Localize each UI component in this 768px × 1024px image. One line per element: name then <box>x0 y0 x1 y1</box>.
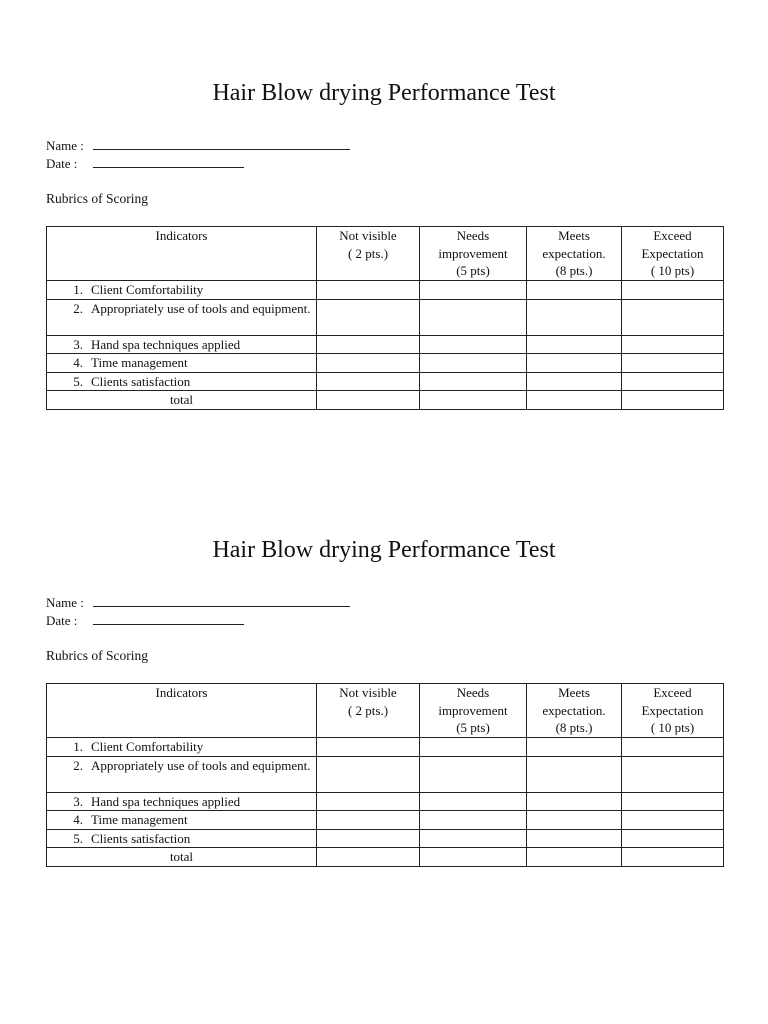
score-cell[interactable] <box>527 299 622 335</box>
rubric-table <box>46 683 724 867</box>
score-cell[interactable] <box>622 299 724 335</box>
score-cell[interactable] <box>317 738 420 757</box>
score-cell[interactable] <box>420 811 527 830</box>
score-cell[interactable] <box>527 829 622 848</box>
total-label: total <box>47 391 317 410</box>
header-meets-expectation: Meets expectation. (8 pts.) <box>527 227 622 281</box>
header-exceed-expectation: Exceed Expectation ( 10 pts) <box>622 227 724 281</box>
table-row <box>47 829 724 848</box>
score-cell[interactable] <box>622 281 724 300</box>
score-cell[interactable] <box>622 848 724 867</box>
table-header-row <box>47 227 724 281</box>
indicator-cell: 3. Hand spa techniques applied <box>47 792 317 811</box>
score-cell[interactable] <box>622 756 724 792</box>
header-exceed-expectation: Exceed Expectation ( 10 pts) <box>622 684 724 738</box>
header-needs-improvement: Needs improvement (5 pts) <box>420 227 527 281</box>
score-cell[interactable] <box>622 391 724 410</box>
indicator-cell: 3. Hand spa techniques applied <box>47 335 317 354</box>
score-cell[interactable] <box>420 756 527 792</box>
header-needs-improvement: Needs improvement (5 pts) <box>420 684 527 738</box>
score-cell[interactable] <box>317 848 420 867</box>
header-indicators: Indicators <box>47 227 317 281</box>
date-field <box>46 155 244 172</box>
date-input-line[interactable] <box>93 612 244 625</box>
total-row <box>47 391 724 410</box>
table-row <box>47 335 724 354</box>
score-cell[interactable] <box>317 829 420 848</box>
score-cell[interactable] <box>420 829 527 848</box>
date-label: Date : <box>46 613 78 628</box>
score-cell[interactable] <box>420 299 527 335</box>
indicator-cell: 2. Appropriately use of tools and equipment. <box>47 756 317 792</box>
score-cell[interactable] <box>622 829 724 848</box>
score-cell[interactable] <box>420 848 527 867</box>
name-input-line[interactable] <box>93 137 350 150</box>
header-meets-expectation: Meets expectation. (8 pts.) <box>527 684 622 738</box>
score-cell[interactable] <box>527 738 622 757</box>
score-cell[interactable] <box>317 811 420 830</box>
score-cell[interactable] <box>420 281 527 300</box>
table-row <box>47 372 724 391</box>
header-not-visible: Not visible ( 2 pts.) <box>317 227 420 281</box>
indicator-cell: 4. Time management <box>47 354 317 373</box>
name-field <box>46 594 350 611</box>
indicator-cell: 1. Client Comfortability <box>47 738 317 757</box>
total-label: total <box>47 848 317 867</box>
header-indicators: Indicators <box>47 684 317 738</box>
score-cell[interactable] <box>527 848 622 867</box>
score-cell[interactable] <box>622 738 724 757</box>
score-cell[interactable] <box>622 372 724 391</box>
score-cell[interactable] <box>420 391 527 410</box>
score-cell[interactable] <box>527 372 622 391</box>
date-label: Date : <box>46 156 78 171</box>
score-cell[interactable] <box>527 281 622 300</box>
score-cell[interactable] <box>527 335 622 354</box>
score-cell[interactable] <box>622 811 724 830</box>
table-header-row <box>47 684 724 738</box>
score-cell[interactable] <box>317 756 420 792</box>
score-cell[interactable] <box>527 792 622 811</box>
score-cell[interactable] <box>420 792 527 811</box>
score-cell[interactable] <box>317 792 420 811</box>
table-row <box>47 299 724 335</box>
page-title: Hair Blow drying Performance Test <box>212 80 556 106</box>
header-not-visible: Not visible ( 2 pts.) <box>317 684 420 738</box>
score-cell[interactable] <box>317 335 420 354</box>
name-field <box>46 137 350 154</box>
score-cell[interactable] <box>420 738 527 757</box>
score-cell[interactable] <box>420 372 527 391</box>
rubric-table <box>46 226 724 410</box>
indicator-cell: 4. Time management <box>47 811 317 830</box>
score-cell[interactable] <box>317 372 420 391</box>
score-cell[interactable] <box>622 792 724 811</box>
score-cell[interactable] <box>317 354 420 373</box>
performance-test-form-1 <box>0 78 768 498</box>
date-field <box>46 612 244 629</box>
score-cell[interactable] <box>527 756 622 792</box>
indicator-cell: 5. Clients satisfaction <box>47 829 317 848</box>
date-input-line[interactable] <box>93 155 244 168</box>
table-row <box>47 738 724 757</box>
name-label: Name : <box>46 138 84 153</box>
rubrics-label: Rubrics of Scoring <box>46 648 148 663</box>
table-row <box>47 811 724 830</box>
score-cell[interactable] <box>527 391 622 410</box>
score-cell[interactable] <box>420 335 527 354</box>
page-title: Hair Blow drying Performance Test <box>212 537 556 563</box>
rubrics-label: Rubrics of Scoring <box>46 191 148 206</box>
name-label: Name : <box>46 595 84 610</box>
score-cell[interactable] <box>527 354 622 373</box>
table-row <box>47 281 724 300</box>
score-cell[interactable] <box>317 281 420 300</box>
indicator-cell: 1. Client Comfortability <box>47 281 317 300</box>
score-cell[interactable] <box>317 391 420 410</box>
indicator-cell: 2. Appropriately use of tools and equipment. <box>47 299 317 335</box>
table-row <box>47 354 724 373</box>
score-cell[interactable] <box>317 299 420 335</box>
performance-test-form-2 <box>0 535 768 955</box>
total-row <box>47 848 724 867</box>
name-input-line[interactable] <box>93 594 350 607</box>
table-row <box>47 792 724 811</box>
score-cell[interactable] <box>420 354 527 373</box>
table-row <box>47 756 724 792</box>
score-cell[interactable] <box>622 354 724 373</box>
score-cell[interactable] <box>622 335 724 354</box>
indicator-cell: 5. Clients satisfaction <box>47 372 317 391</box>
score-cell[interactable] <box>527 811 622 830</box>
